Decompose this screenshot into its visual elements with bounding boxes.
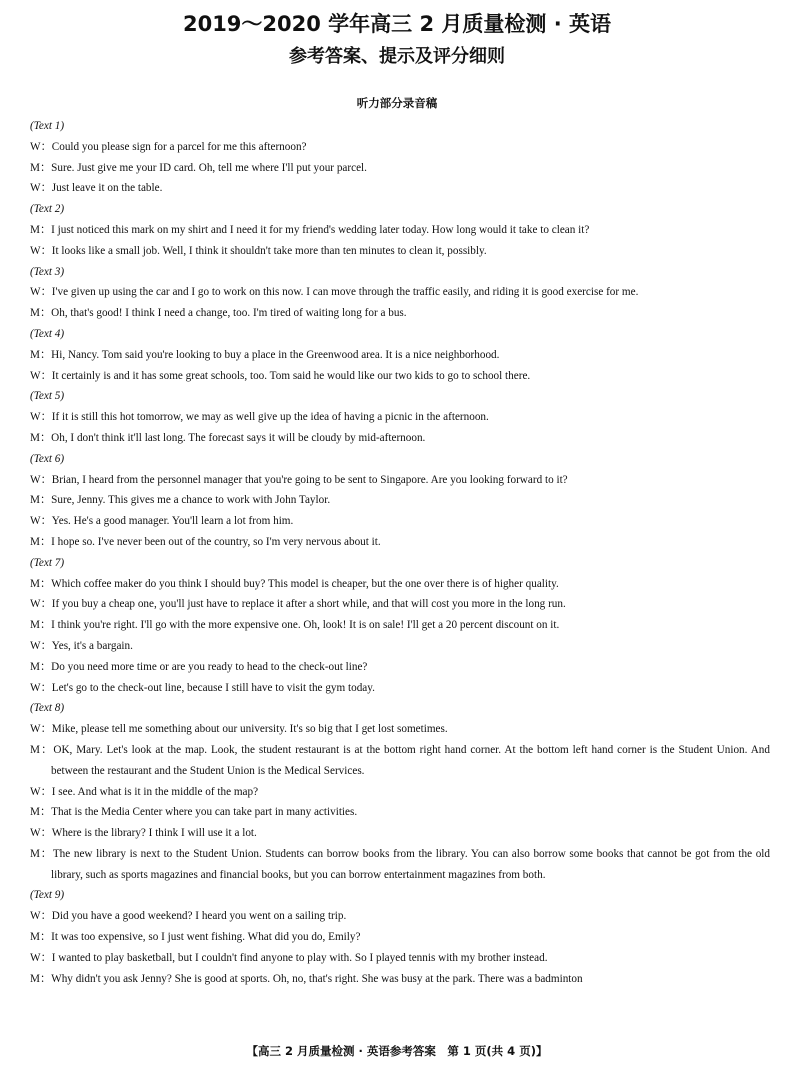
dialogue-text: I just noticed this mark on my shirt and I need it for my friend's wedding later today. How long would it take to clean it?: [51, 223, 590, 236]
speaker-label: W: [30, 681, 41, 694]
speaker-separator: ：: [40, 951, 52, 964]
dialogue-line: [30, 969, 770, 990]
speaker-label: W: [30, 244, 41, 257]
speaker-label: W: [30, 515, 41, 528]
dialogue-line: [30, 574, 770, 595]
dialogue-text: Let's go to the check-out line, because I still have to visit the gym today.: [51, 681, 375, 694]
page-footer: 【高三 2 月质量检测 · 英语参考答案 第 1 页(共 4 页)】: [246, 1044, 548, 1058]
speaker-separator: ：: [40, 827, 52, 840]
dialogue-line: [30, 719, 770, 740]
speaker-label: M: [30, 972, 40, 985]
speaker-separator: ：: [40, 515, 52, 528]
dialogue-line: [30, 636, 770, 657]
speaker-separator: ：: [40, 598, 52, 611]
dialogue-line: [30, 511, 770, 532]
dialogue-text: Could you please sign for a parcel for me this afternoon?: [51, 140, 307, 153]
dialogue-line: [30, 158, 770, 179]
dialogue-line: [30, 241, 770, 262]
speaker-separator: ：: [39, 431, 52, 444]
speaker-separator: ：: [39, 743, 54, 756]
dialogue-line: [30, 220, 770, 241]
speaker-separator: ：: [40, 182, 52, 195]
dialogue-text: Hi, Nancy. Tom said you're looking to buy a place in the Greenwood area. It is a nice neighborhood.: [51, 348, 500, 361]
dialogue-text: It was too expensive, so I just went fishing. What did you do, Emily?: [51, 931, 361, 944]
speaker-label: W: [30, 369, 41, 382]
speaker-label: M: [30, 806, 40, 819]
speaker-separator: ：: [40, 681, 52, 694]
text-label: (Text 2): [30, 203, 65, 216]
speaker-label: M: [30, 931, 40, 944]
dialogue-line: [30, 303, 770, 324]
dialogue-text: I wanted to play basketball, but I couldn't find anyone to play with. So I played tennis with my brother instead.: [51, 951, 548, 964]
dialogue-line: [30, 407, 770, 428]
speaker-separator: ：: [39, 223, 52, 236]
speaker-label: W: [30, 182, 41, 195]
speaker-label: M: [30, 494, 40, 507]
dialogue-text: Which coffee maker do you think I should buy? This model is cheaper, but the one over there is of higher quality.: [51, 577, 559, 590]
transcript: [30, 116, 770, 989]
speaker-separator: ：: [39, 494, 52, 507]
dialogue-text: Did you have a good weekend? I heard you went on a sailing trip.: [51, 910, 347, 923]
text-label: (Text 9): [30, 889, 65, 902]
dialogue-text: It certainly is and it has some great schools, too. Tom said he would like our two kids to go to school there.: [51, 369, 531, 382]
speaker-label: W: [30, 598, 41, 611]
dialogue-text: Oh, that's good! I think I need a change, too. I'm tired of waiting long for a bus.: [51, 307, 407, 320]
speaker-separator: ：: [39, 348, 52, 361]
speaker-separator: ：: [40, 910, 52, 923]
dialogue-line: [30, 782, 770, 803]
dialogue-line: [30, 470, 770, 491]
speaker-separator: ：: [40, 286, 52, 299]
dialogue-line: [30, 844, 770, 886]
speaker-separator: ：: [40, 244, 52, 257]
speaker-label: M: [30, 223, 40, 236]
dialogue-line: [30, 428, 770, 449]
dialogue-text: If you buy a cheap one, you'll just have to replace it after a short while, and that will cost you more in the long run.: [51, 598, 566, 611]
dialogue-text: Oh, I don't think it'll last long. The forecast says it will be cloudy by mid-afternoon.: [51, 431, 426, 444]
dialogue-line: [30, 615, 770, 636]
dialogue-text: If it is still this hot tomorrow, we may as well give up the idea of having a picnic in the afternoon.: [51, 411, 489, 424]
text-label: (Text 4): [30, 327, 65, 340]
dialogue-text: The new library is next to the Student Union. Students can borrow books from the library. You can also borrow some books that cannot be got from the old library, such as sports magazines and financial books, but you can borrow entertainment magazines from both.: [51, 847, 770, 881]
speaker-label: W: [30, 785, 41, 798]
dialogue-line: [30, 345, 770, 366]
speaker-label: M: [30, 348, 40, 361]
text-label: (Text 6): [30, 452, 65, 465]
dialogue-line: [30, 594, 770, 615]
section-heading: 听力部分录音稿: [356, 96, 438, 110]
speaker-label: W: [30, 411, 41, 424]
speaker-label: M: [30, 847, 40, 860]
speaker-label: W: [30, 639, 41, 652]
dialogue-line: [30, 906, 770, 927]
dialogue-line: [30, 823, 770, 844]
dialogue-line: [30, 740, 770, 782]
speaker-label: M: [30, 535, 40, 548]
dialogue-text: Just leave it on the table.: [51, 182, 163, 195]
speaker-separator: ：: [39, 161, 52, 174]
dialogue-line: [30, 137, 770, 158]
speaker-label: M: [30, 431, 40, 444]
dialogue-text: Do you need more time or are you ready to head to the check-out line?: [51, 660, 368, 673]
speaker-separator: ：: [40, 369, 52, 382]
dialogue-text: Yes. He's a good manager. You'll learn a lot from him.: [51, 515, 294, 528]
speaker-label: W: [30, 723, 41, 736]
dialogue-line: [30, 532, 770, 553]
speaker-separator: ：: [39, 972, 52, 985]
speaker-label: M: [30, 307, 40, 320]
speaker-label: W: [30, 910, 41, 923]
text-label: (Text 7): [30, 556, 65, 569]
dialogue-line: [30, 802, 770, 823]
dialogue-line: [30, 657, 770, 678]
speaker-separator: ：: [40, 639, 52, 652]
speaker-separator: ：: [40, 140, 52, 153]
page-title: 2019～2020 学年高三 2 月质量检测 · 英语: [182, 12, 612, 36]
speaker-label: M: [30, 577, 40, 590]
dialogue-line: [30, 366, 770, 387]
speaker-separator: ：: [39, 806, 52, 819]
dialogue-line: [30, 178, 770, 199]
dialogue-text: Mike, please tell me something about our university. It's so big that I get lost sometimes.: [51, 723, 448, 736]
speaker-label: M: [30, 660, 40, 673]
dialogue-text: Sure, Jenny. This gives me a chance to work with John Taylor.: [51, 494, 331, 507]
speaker-separator: ：: [39, 535, 52, 548]
dialogue-text: I've given up using the car and I go to work on this now. I can move through the traffic easily, and riding it is good exercise for me.: [51, 286, 639, 299]
dialogue-line: [30, 948, 770, 969]
dialogue-text: Where is the library? I think I will use it a lot.: [51, 827, 257, 840]
dialogue-text: It looks like a small job. Well, I think it shouldn't take more than ten minutes to clean it, possibly.: [51, 244, 487, 257]
dialogue-text: Sure. Just give me your ID card. Oh, tell me where I'll put your parcel.: [51, 161, 367, 174]
dialogue-text: Why didn't you ask Jenny? She is good at sports. Oh, no, that's right. She was busy at the park. There was a badminton: [51, 972, 583, 985]
speaker-separator: ：: [39, 619, 52, 632]
dialogue-text: I hope so. I've never been out of the country, so I'm very nervous about it.: [51, 535, 381, 548]
speaker-separator: ：: [39, 577, 52, 590]
dialogue-text: OK, Mary. Let's look at the map. Look, the student restaurant is at the bottom right hand corner. At the bottom left hand corner is the Student Union. And between the restaurant and the Student Union is the Medical Services.: [51, 743, 770, 777]
speaker-separator: ：: [39, 307, 52, 320]
speaker-label: W: [30, 286, 41, 299]
speaker-separator: ：: [40, 785, 52, 798]
dialogue-text: That is the Media Center where you can take part in many activities.: [51, 806, 358, 819]
speaker-label: W: [30, 827, 41, 840]
speaker-label: M: [30, 161, 40, 174]
speaker-separator: ：: [39, 931, 52, 944]
dialogue-line: [30, 678, 770, 699]
speaker-label: W: [30, 951, 41, 964]
dialogue-line: [30, 282, 770, 303]
speaker-label: M: [30, 743, 40, 756]
text-label: (Text 5): [30, 390, 65, 403]
speaker-label: W: [30, 473, 41, 486]
speaker-separator: ：: [40, 473, 52, 486]
text-label: (Text 8): [30, 702, 65, 715]
speaker-separator: ：: [40, 723, 52, 736]
dialogue-line: [30, 490, 770, 511]
dialogue-text: Yes, it's a bargain.: [51, 639, 133, 652]
dialogue-text: I think you're right. I'll go with the more expensive one. Oh, look! It is on sale! I'll get a 20 percent discount on it.: [51, 619, 560, 632]
page-subtitle: 参考答案、提示及评分细则: [289, 46, 505, 67]
dialogue-text: I see. And what is it in the middle of the map?: [51, 785, 259, 798]
speaker-separator: ：: [40, 411, 52, 424]
speaker-separator: ：: [39, 660, 52, 673]
text-label: (Text 1): [30, 120, 65, 132]
speaker-separator: ：: [39, 847, 53, 860]
speaker-label: M: [30, 619, 40, 632]
dialogue-text: Brian, I heard from the personnel manager that you're going to be sent to Singapore. Are you looking forward to it?: [51, 473, 568, 486]
text-label: (Text 3): [30, 265, 65, 278]
dialogue-line: [30, 927, 770, 948]
speaker-label: W: [30, 140, 41, 153]
